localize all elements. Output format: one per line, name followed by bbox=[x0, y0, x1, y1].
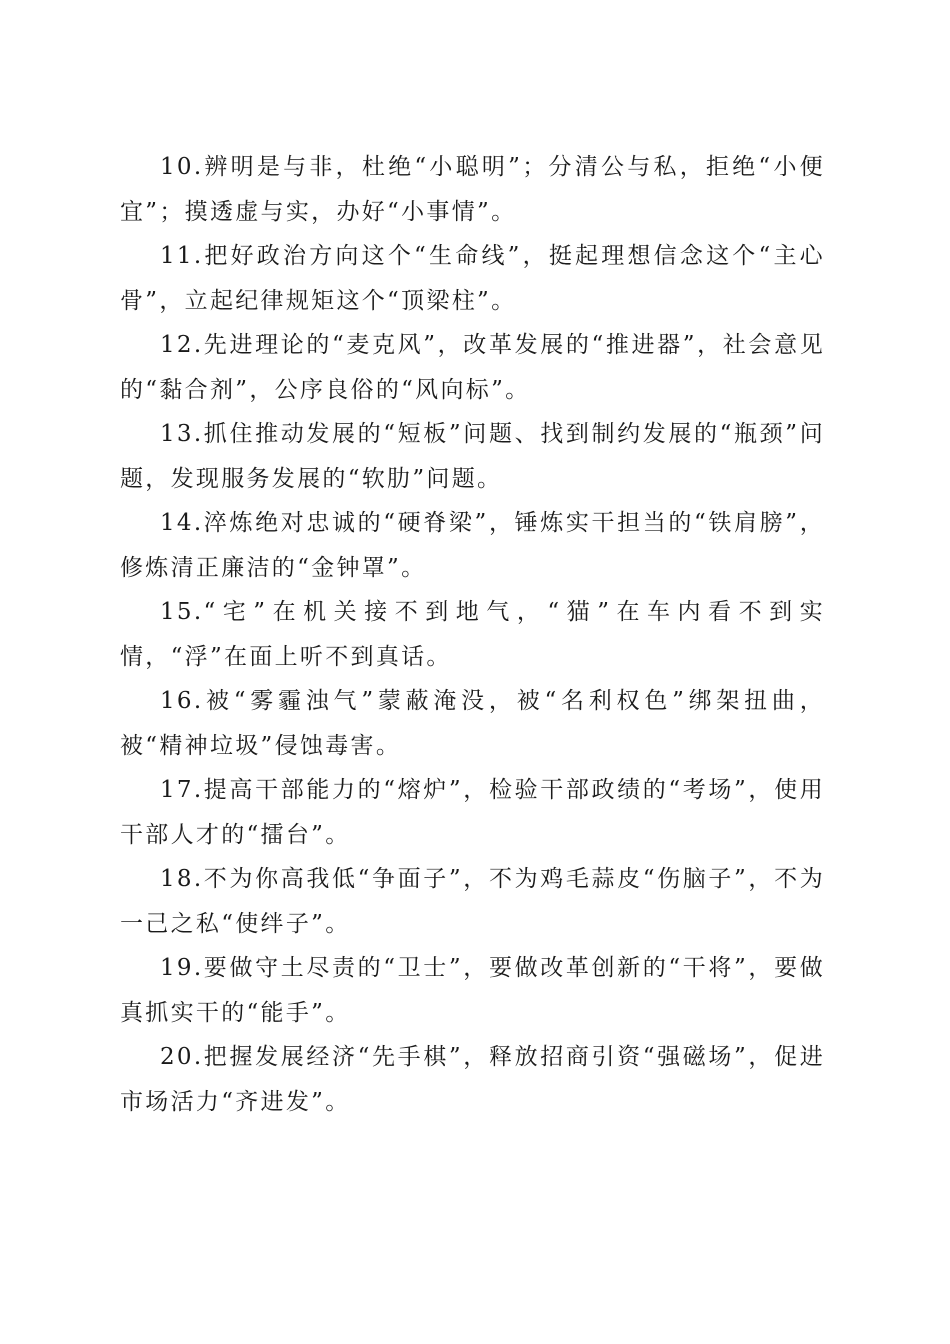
paragraph-14: 14.淬炼绝对忠诚的“硬脊梁”，锤炼实干担当的“铁肩膀”，修炼清正廉洁的“金钟罩”。 bbox=[120, 510, 825, 581]
paragraph-19: 19.要做守土尽责的“卫士”，要做改革创新的“干将”，要做真抓实干的“能手”。 bbox=[120, 955, 825, 1026]
paragraph-17: 17.提高干部能力的“熔炉”，检验干部政绩的“考场”，使用干部人才的“擂台”。 bbox=[120, 777, 825, 848]
paragraph-11: 11.把好政治方向这个“生命线”，挺起理想信念这个“主心骨”，立起纪律规矩这个“顶梁柱”。 bbox=[120, 243, 825, 314]
paragraph-18: 18.不为你高我低“争面子”，不为鸡毛蒜皮“伤脑子”，不为一己之私“使绊子”。 bbox=[120, 866, 825, 937]
paragraph-15: 15.“宅”在机关接不到地气，“猫”在车内看不到实情，“浮”在面上听不到真话。 bbox=[120, 599, 825, 670]
paragraph-16: 16.被“雾霾浊气”蒙蔽淹没，被“名利权色”绑架扭曲，被“精神垃圾”侵蚀毒害。 bbox=[120, 688, 825, 759]
paragraph-12: 12.先进理论的“麦克风”，改革发展的“推进器”，社会意见的“黏合剂”，公序良俗的“风向标”。 bbox=[120, 332, 825, 403]
paragraph-13: 13.抓住推动发展的“短板”问题、找到制约发展的“瓶颈”问题，发现服务发展的“软肋”问题。 bbox=[120, 421, 825, 492]
paragraph-10: 10.辨明是与非，杜绝“小聪明”；分清公与私，拒绝“小便宜”；摸透虚与实，办好“小事情”。 bbox=[120, 154, 825, 225]
document-body bbox=[120, 145, 825, 1124]
paragraph-20: 20.把握发展经济“先手棋”，释放招商引资“强磁场”，促进市场活力“齐进发”。 bbox=[120, 1044, 825, 1115]
